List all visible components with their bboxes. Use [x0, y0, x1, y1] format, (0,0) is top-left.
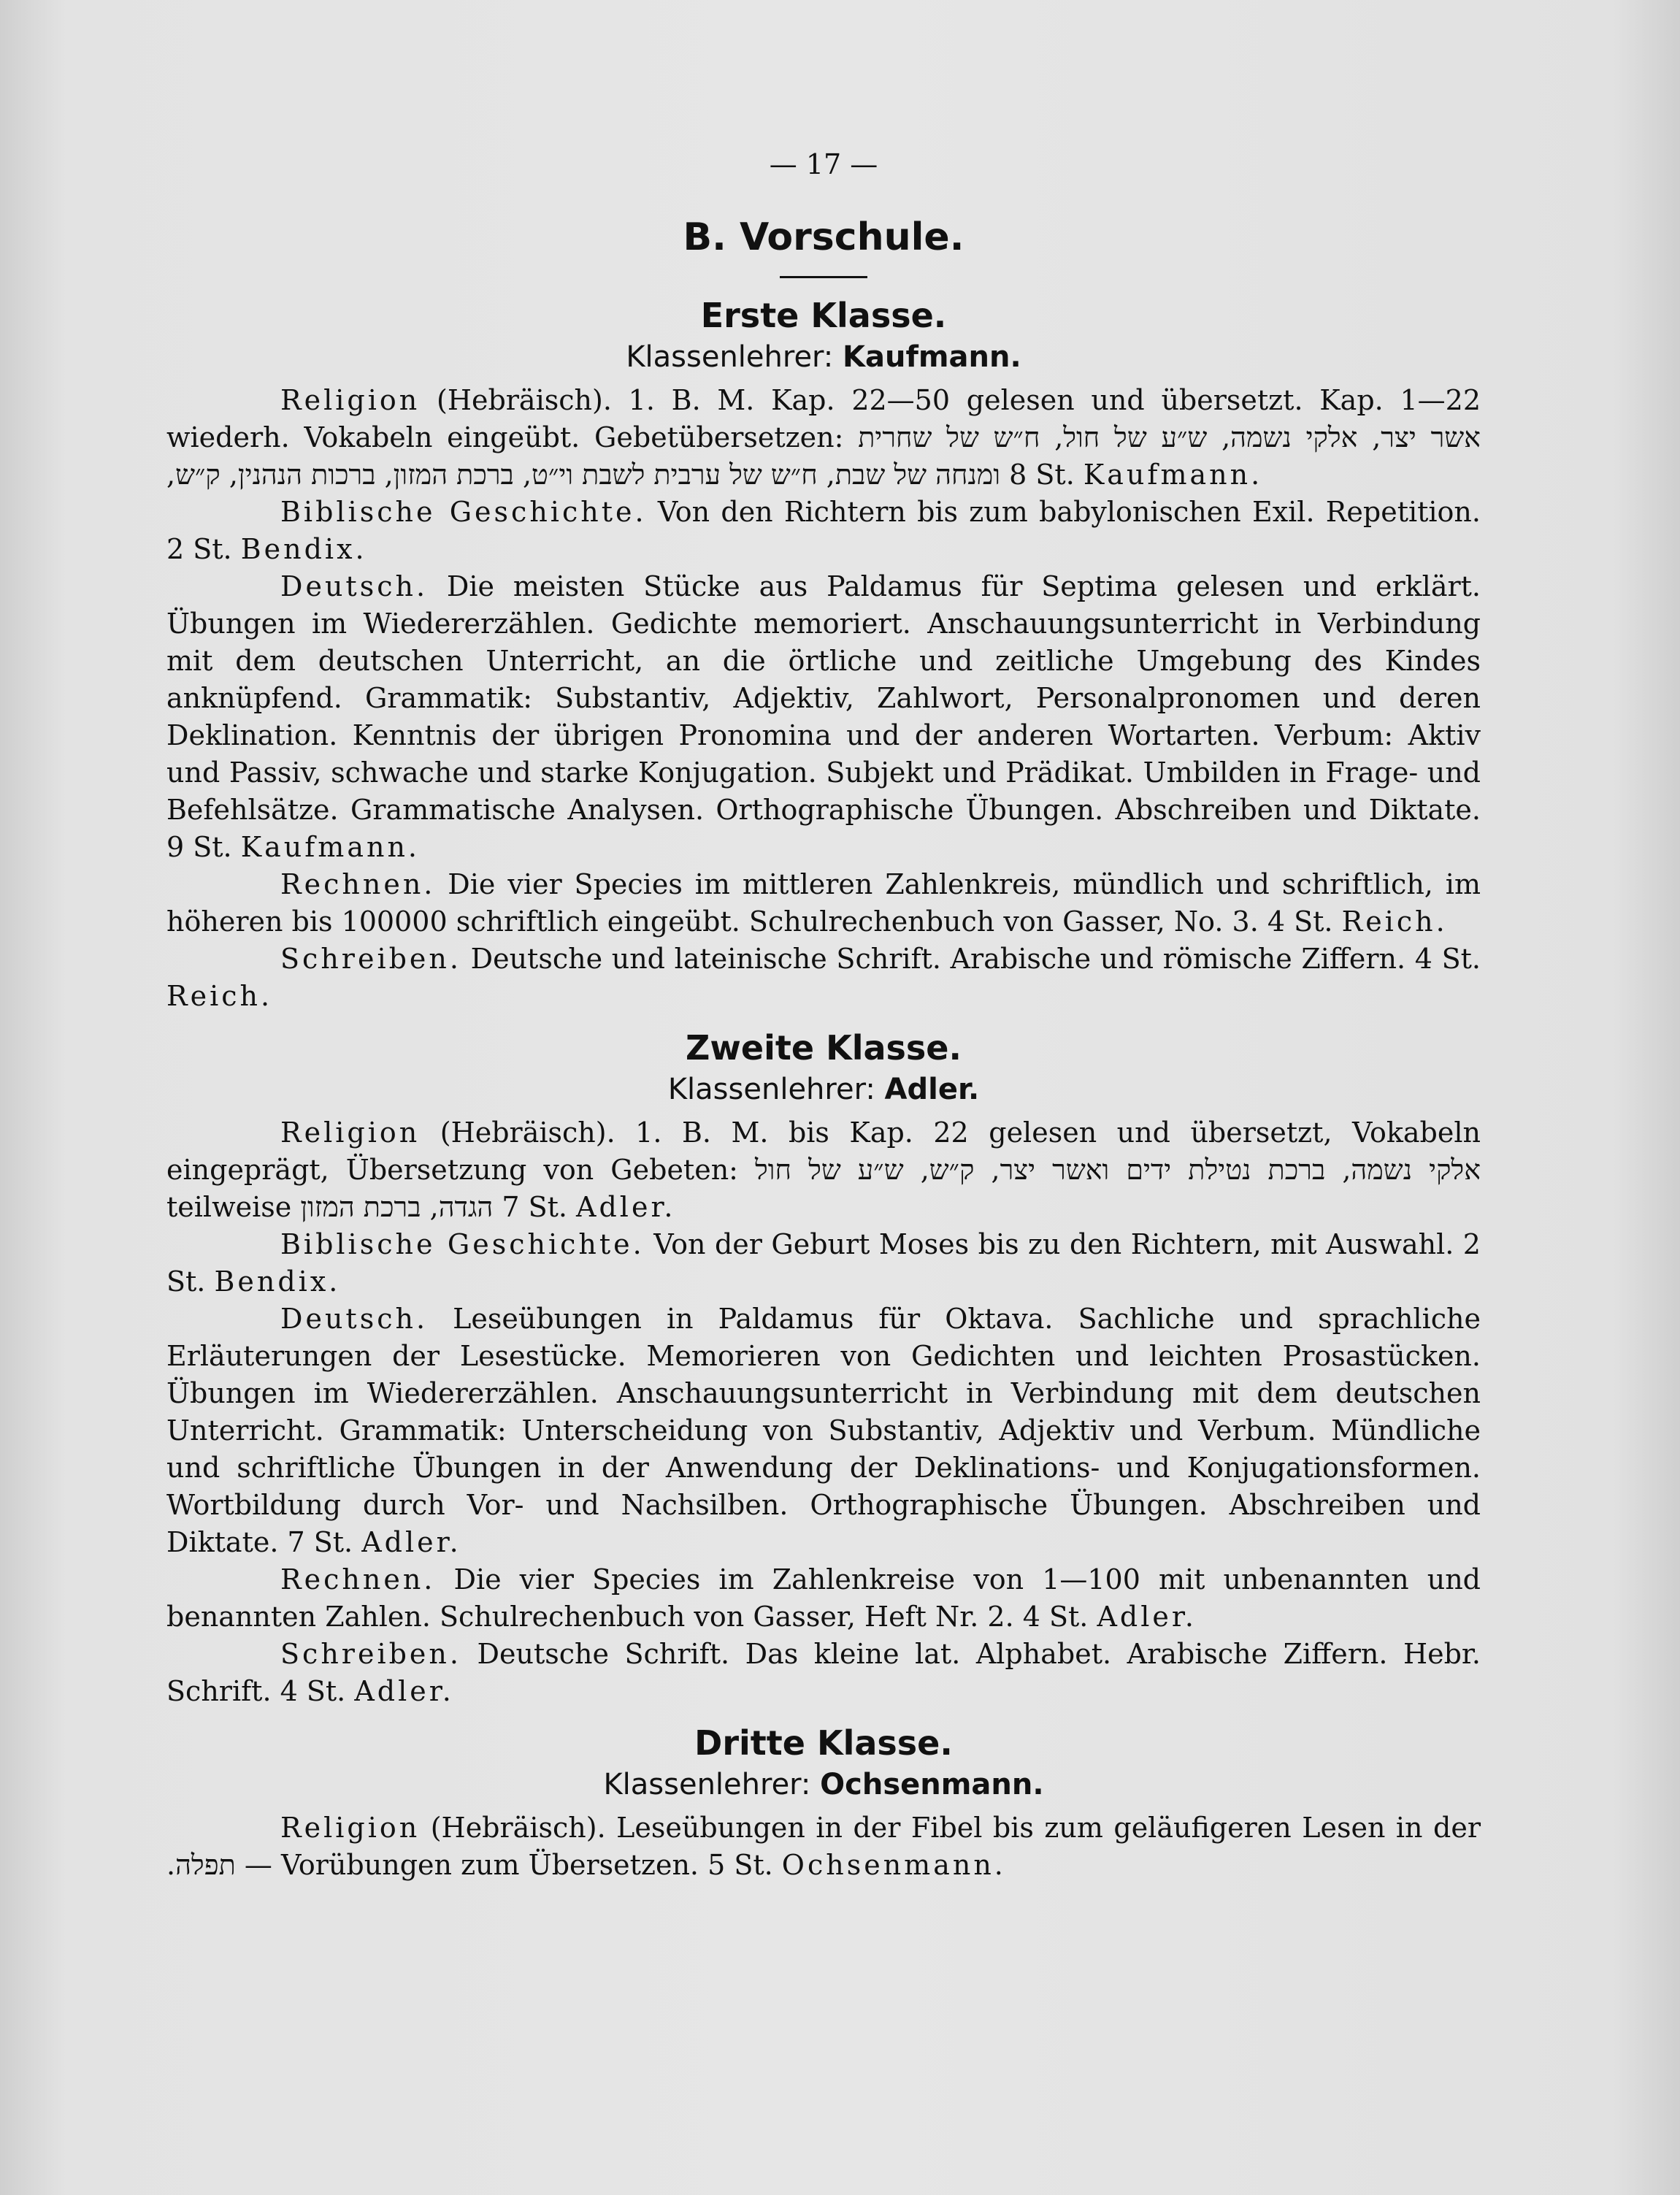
teacher-ref: Reich. — [166, 980, 273, 1012]
teacher-name: Kaufmann. — [843, 340, 1021, 374]
paragraph-text: (Hebräisch). 1. B. M. bis Kap. 22 gelesen und übersetzt, Vokabeln eingeprägt, Übersetzung von Gebeten: — [166, 1116, 1481, 1186]
subject-label: Religion — [280, 1116, 421, 1149]
subject-label: Religion — [280, 384, 421, 416]
teacher-ref: Kaufmann. — [1083, 459, 1263, 491]
subject-label: Rechnen. — [280, 1563, 436, 1596]
teacher-ref: Adler. — [1097, 1601, 1197, 1633]
page-number: — 17 — — [769, 148, 878, 180]
divider-rule — [780, 276, 867, 278]
paragraph-schreiben-erste — [166, 941, 1481, 1015]
paragraph-text: Von den Richtern bis zum babylonischen Exil. Repetition. 2 St. — [166, 496, 1481, 565]
text-block — [166, 146, 1481, 1884]
paragraph-religion-zweite — [166, 1114, 1481, 1226]
paragraph-rechnen-erste — [166, 866, 1481, 941]
paragraph-religion-dritte — [166, 1809, 1481, 1884]
paragraph-text: Deutsche und lateinische Schrift. Arabische und römische Ziffern. 4 St. — [461, 943, 1481, 975]
hebrew-text-2: ברכת המזון — [300, 1191, 421, 1223]
paragraph-text: Deutsche Schrift. Das kleine lat. Alphabet. Arabische Ziffern. Hebr. Schrift. 4 St. — [166, 1638, 1481, 1707]
paragraph-text: Von der Geburt Moses bis zu den Richtern, mit Auswahl. 2 St. — [166, 1228, 1481, 1298]
teacher-ref: Adler. — [354, 1675, 454, 1707]
paragraph-text: (Hebräisch). Leseübungen in der Fibel bis zum geläufigeren Lesen in der — [420, 1812, 1481, 1844]
class-heading-dritte: Dritte Klasse. — [694, 1723, 953, 1763]
paragraph-text: Die vier Species im Zahlenkreise von 1—100 mit unbenannten und benannten Zahlen. Schulrechenbuch von Gasser, Heft Nr. 2. 4 St. — [166, 1563, 1481, 1633]
teacher-name: Adler. — [884, 1073, 980, 1106]
paragraph-rechnen-zweite — [166, 1561, 1481, 1636]
teacher-line-erste — [166, 337, 1481, 378]
subject-label: Deutsch. — [280, 570, 429, 602]
class-heading-erste: Erste Klasse. — [700, 296, 947, 335]
paragraph-religion-erste — [166, 382, 1481, 494]
subject-label: Schreiben. — [280, 1638, 461, 1670]
teacher-name: Ochsenmann. — [820, 1768, 1044, 1801]
subject-label: Biblische Geschichte. — [280, 1228, 645, 1260]
teacher-ref: Ochsenmann. — [781, 1849, 1006, 1881]
teacher-label: Klassenlehrer: — [603, 1768, 811, 1801]
teacher-ref: Reich. — [1341, 905, 1448, 938]
paragraph-text: Die vier Species im mittleren Zahlenkreis, mündlich und schriftlich, im höheren bis 100000 schriftlich eingeübt. Schulrechenbuch von Gasser, No. 3. 4 St. — [166, 868, 1481, 938]
subject-label: Rechnen. — [280, 868, 436, 900]
subject-label: Deutsch. — [280, 1303, 429, 1335]
paragraph-biblische-erste — [166, 494, 1481, 568]
subject-label: Religion — [280, 1812, 421, 1844]
paragraph-tail: 8 St. — [1000, 459, 1083, 491]
teacher-ref: Bendix. — [240, 533, 367, 565]
teacher-label: Klassenlehrer: — [626, 340, 834, 374]
hebrew-text-3: הגדה, — [429, 1191, 494, 1223]
paragraph-schreiben-zweite — [166, 1636, 1481, 1710]
hebrew-text: תפלה. — [166, 1849, 236, 1881]
paragraph-tail: teilweise — [166, 1191, 301, 1223]
section-title: B. Vorschule. — [683, 215, 964, 259]
subject-label: Biblische Geschichte. — [280, 496, 647, 528]
class-heading-zweite: Zweite Klasse. — [686, 1028, 962, 1068]
paragraph-biblische-zweite — [166, 1226, 1481, 1300]
paragraph-deutsch-zweite — [166, 1300, 1481, 1561]
paragraph-deutsch-erste — [166, 568, 1481, 866]
teacher-ref: Adler. — [361, 1526, 461, 1558]
teacher-line-dritte — [166, 1764, 1481, 1805]
teacher-label: Klassenlehrer: — [667, 1073, 875, 1106]
paragraph-tail-2 — [421, 1191, 430, 1223]
paragraph-tail-3: 7 St. — [493, 1191, 577, 1223]
teacher-ref: Bendix. — [214, 1265, 341, 1298]
hebrew-text: אלקי נשמה, ברכת נטילת ידים ואשר יצר, ק״ש, ש״ע של חול — [755, 1154, 1481, 1186]
teacher-ref: Adler. — [576, 1191, 676, 1223]
paragraph-text: (Hebräisch). 1. B. M. Kap. 22—50 gelesen und übersetzt. Kap. 1—22 wiederh. Vokabeln eingeübt. Gebetübersetzen: — [166, 384, 1481, 453]
paragraph-text: Die meisten Stücke aus Paldamus für Septima gelesen und erklärt. Übungen im Wiedererzählen. Gedichte memoriert. Anschauungsunterricht in Verbindung mit dem deutschen Unterricht, an die örtliche und zeitliche Umgebung des Kindes anknüpfend. Grammatik: Substantiv, Adjektiv, Zahlwort, Personalpronomen und deren Deklination. Kenntnis der übrigen Pronomina und der anderen Wortarten. Verbum: Aktiv und Passiv, schwache und starke Konjugation. Subjekt und Prädikat. Umbilden in Frage- und Befehlsätze. Grammatische Analysen. Orthographische Übungen. Abschreiben und Diktate. 9 St. — [166, 570, 1481, 863]
paragraph-text: Leseübungen in Paldamus für Oktava. Sachliche und sprachliche Erläuterungen der Lesestücke. Memorieren von Gedichten und leichten Prosastücken. Übungen im Wiedererzählen. Anschauungsunterricht in Verbindung mit dem deutschen Unterricht. Grammatik: Unterscheidung von Substantiv, Adjektiv und Verbum. Mündliche und schriftliche Übungen in der Anwendung der Deklinations- und Konjugationsformen. Wortbildung durch Vor- und Nachsilben. Orthographische Übungen. Abschreiben und Diktate. 7 St. — [166, 1303, 1481, 1558]
teacher-line-zweite — [166, 1069, 1481, 1110]
hebrew-text: אשר יצר, אלקי נשמה, ש״ע של חול, ח״ש של שחרית ומנחה של שבת, ח״ש של ערבית לשבת וי״ט, ברכת המזון, ברכות הנהנין, ק״ש, — [166, 421, 1481, 491]
subject-label: Schreiben. — [280, 943, 461, 975]
teacher-ref: Kaufmann. — [240, 831, 421, 863]
paragraph-tail: — Vorübungen zum Übersetzen. 5 St. — [235, 1849, 782, 1881]
